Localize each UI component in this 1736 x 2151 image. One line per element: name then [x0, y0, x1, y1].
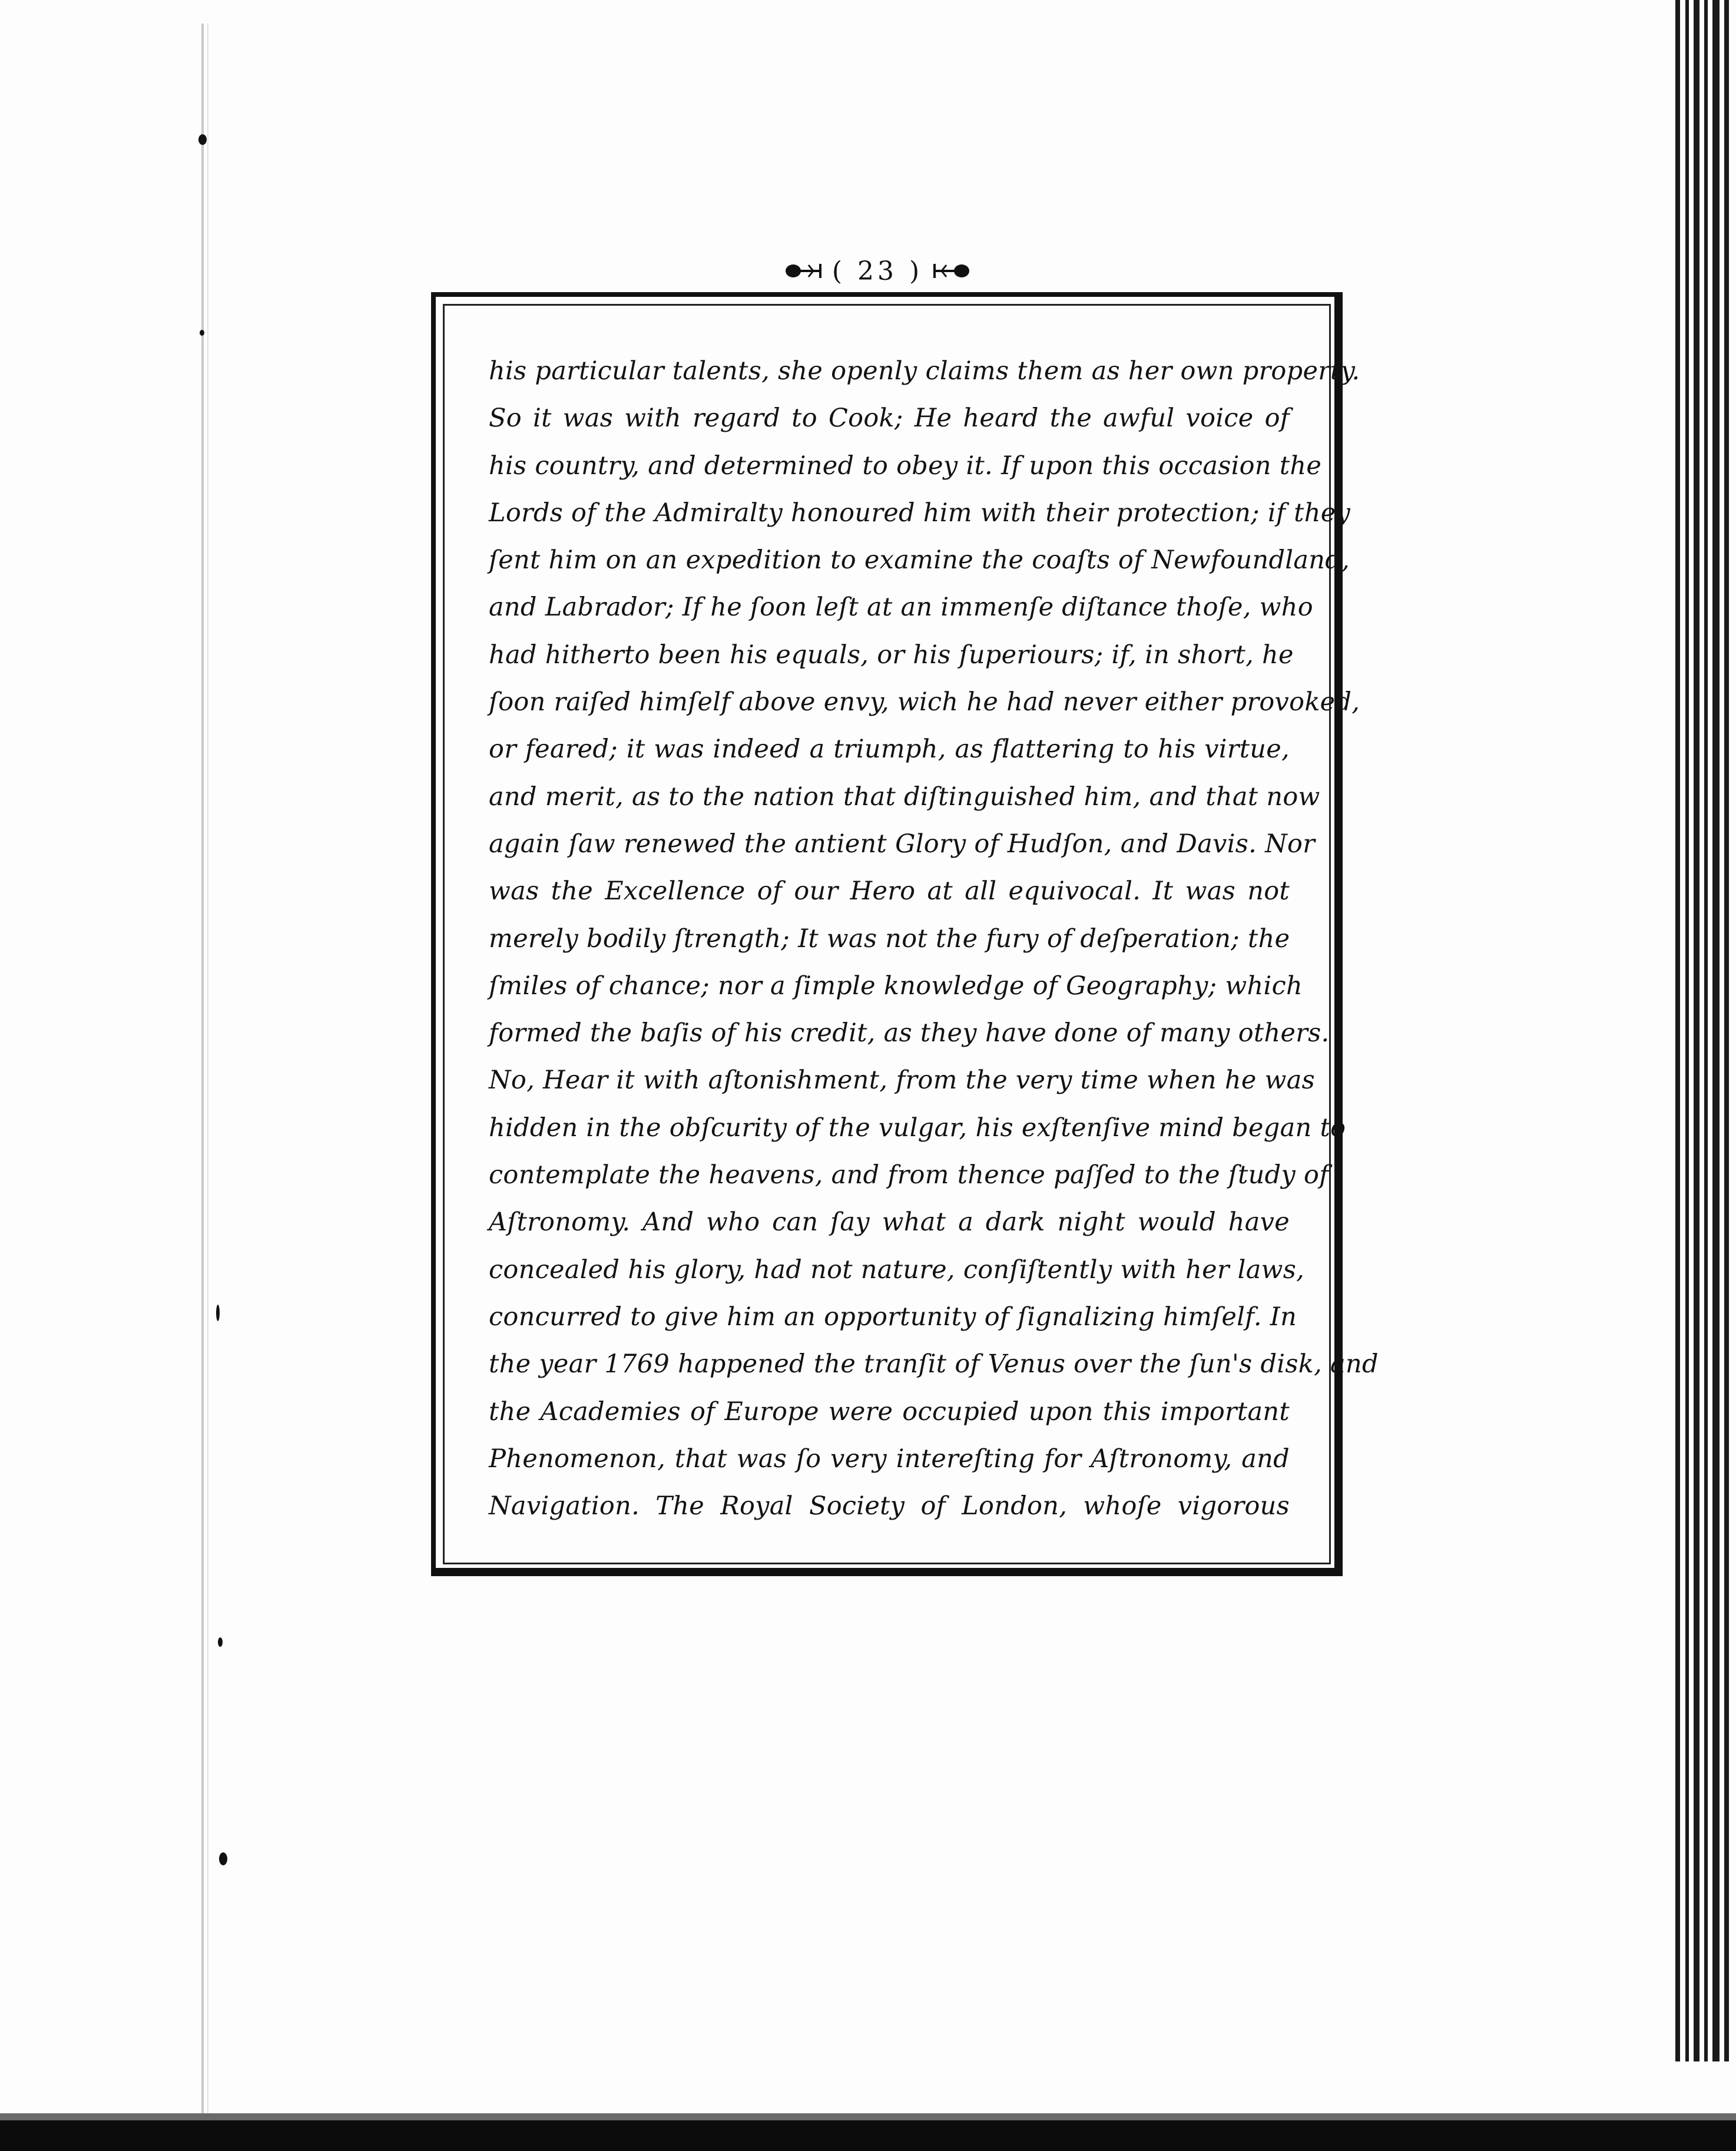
text-line: ſent him on an expedition to examine the coaſts of Newfoundland,	[489, 545, 1350, 575]
text-line: Aſtronomy. And who can ſay what a dark night would have	[489, 1207, 1290, 1237]
ink-speck	[200, 330, 204, 336]
text-line: his country, and determined to obey it. If upon this occasion the	[489, 451, 1322, 481]
page-edge-stack	[1704, 0, 1708, 2061]
text-line: and Labrador; If he ſoon leſt at an immenſe diſtance thoſe, who	[489, 593, 1313, 623]
text-line: again ſaw renewed the antient Glory of Hudſon, and Davis. Nor	[489, 829, 1316, 859]
text-line: the Academies of Europe were occupied upon this important	[489, 1397, 1290, 1427]
text-line: hidden in the obſcurity of the vulgar, his exſtenſive mind began to	[489, 1113, 1346, 1143]
ink-speck	[218, 1637, 223, 1647]
page-header	[766, 253, 989, 289]
text-line: concealed his glory, had not nature, conſiſtently with her laws,	[489, 1255, 1305, 1285]
text-line: Navigation. The Royal Society of London, whoſe vigorous	[489, 1491, 1290, 1521]
text-line: Phenomenon, that was ſo very intereſting for Aſtronomy, and	[489, 1444, 1290, 1474]
gutter-fold-line	[201, 24, 204, 2120]
text-line: formed the baſis of his credit, as they have done of many others.	[489, 1018, 1330, 1048]
text-line: ſmiles of chance; nor a ſimple knowledge of Geography; which	[489, 971, 1303, 1001]
text-line: his particular talents, she openly claims them as her own property.	[489, 356, 1360, 386]
text-line: merely bodily ſtrength; It was not the fury of deſperation; the	[489, 924, 1290, 954]
text-line: had hitherto been his equals, or his ſuperiours; if, in short, he	[489, 640, 1294, 670]
text-line: the year 1769 happened the tranſit of Venus over the ſun's disk, and	[489, 1349, 1379, 1379]
page-edge-stack	[1675, 0, 1680, 2061]
gutter-fold-shadow	[207, 24, 208, 2120]
page-number: ( 23 )	[831, 256, 923, 286]
text-line: ſoon raiſed himſelf above envy, wich he had never either provoked,	[489, 687, 1360, 717]
page-bottom-shadow	[0, 2113, 1736, 2120]
text-line: and merit, as to the nation that diſtinguished him, and that now	[489, 782, 1320, 812]
floral-ornament-right-icon	[929, 259, 970, 283]
ink-speck	[219, 1852, 227, 1865]
page-edge-stack	[1685, 0, 1689, 2061]
floral-ornament-left-icon	[785, 259, 826, 283]
page-bottom-edge	[0, 2120, 1736, 2151]
body-text	[489, 348, 1379, 1530]
text-line: or feared; it was indeed a triumph, as flattering to his virtue,	[489, 734, 1290, 765]
ink-speck	[198, 134, 207, 145]
ink-speck	[216, 1305, 220, 1321]
text-line: contemplate the heavens, and from thence paſſed to the ſtudy of	[489, 1160, 1329, 1190]
text-line: Lords of the Admiralty honoured him with their protection; if they	[489, 498, 1351, 528]
text-line: was the Excellence of our Hero at all equivocal. It was not	[489, 876, 1290, 906]
text-line: concurred to give him an opportunity of ſignalizing himſelf. In	[489, 1302, 1297, 1332]
text-line: No, Hear it with aſtonishment, from the very time when he was	[489, 1065, 1316, 1096]
text-line: So it was with regard to Cook; He heard the awful voice of	[489, 403, 1290, 433]
page-edge-stack	[1724, 0, 1729, 2061]
page-edge-stack	[1712, 0, 1720, 2061]
page-edge-stack	[1694, 0, 1699, 2061]
